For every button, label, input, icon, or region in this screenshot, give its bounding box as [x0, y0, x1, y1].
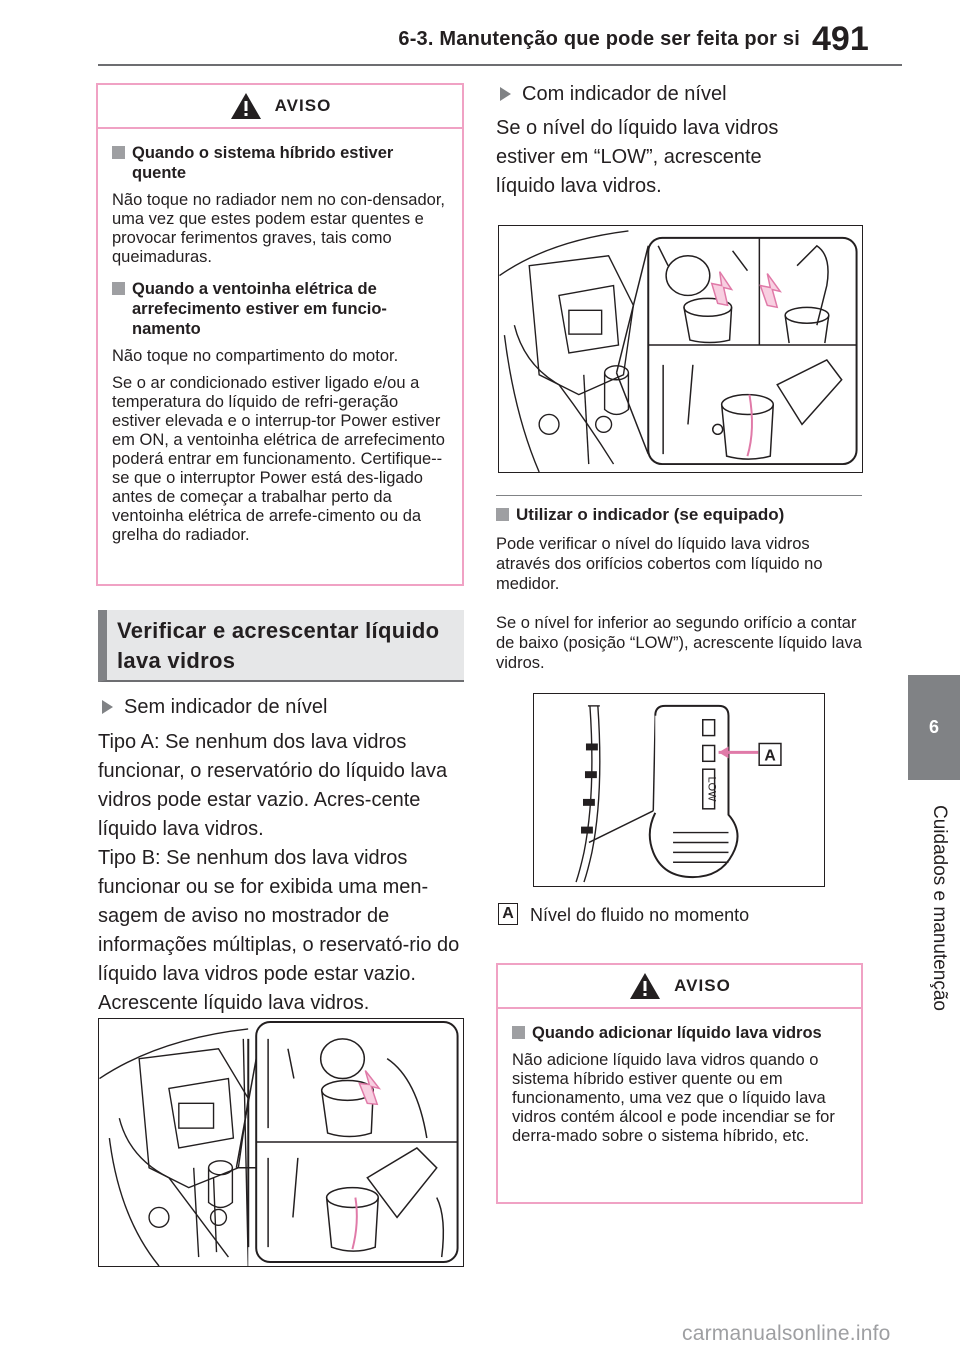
paragraph-with-level-indicator: Se o nível do líquido lava vidros estiver em “LOW”, acrescente líquido lava vidros. — [496, 117, 779, 197]
warning-header — [98, 85, 462, 129]
bullet-with-level-indicator: Com indicador de nível — [496, 79, 862, 109]
warning-text: Não adicione líquido lava vidros quando o sistema híbrido estiver quente ou em funcionamento, uma vez que o líquido lava vidros contém álcool e pode incendiar se for derra-mado sobre o sistema híbrido, etc. — [512, 1051, 835, 1145]
section-title: 6-3. Manutenção que pode ser feita por si — [398, 28, 800, 50]
bullet-no-level-indicator: Sem indicador de nível — [98, 692, 464, 722]
warning-text: Se o ar condicionado estiver ligado e/ou a temperatura do líquido de refri-geração estiver elevada e o interrup-tor Power estiver em ON, a ventoinha elétrica de arrefecimento poderá entrar em funcionamento. Certifique--se que o interruptor Power está des-ligado antes de começar a trabalhar perto da ventoinha elétrica de arrefe-cimento ou da grelha do radiador. — [112, 374, 445, 544]
paragraph-type-b: Tipo B: Se nenhum dos lava vidros funcionar ou se for exibida uma men-sagem de aviso no mostrador de informações múltiplas, o reservató-rio do líquido lava vidros pode estar vazio. Acrescente líquido lava vidros. — [98, 847, 460, 1014]
warning-subheading: Quando adicionar líquido lava vidros — [512, 1023, 849, 1043]
watermark: carmanualsonline.info — [682, 1322, 891, 1345]
warning-icon — [628, 971, 662, 1001]
figure-reservoir-with-indicator — [498, 225, 863, 473]
paragraph-indicator-2: Se o nível for inferior ao segundo orifício a contar de baixo (posição “LOW”), acrescente líquido lava vidros. — [496, 614, 862, 672]
low-marking: LOW — [705, 776, 718, 802]
paragraph-indicator-1: Pode verificar o nível do líquido lava vidros através dos orifícios cobertos com líquido no medidor. — [496, 535, 823, 593]
level-gauge-illustration — [534, 694, 824, 886]
warning-label: AVISO — [674, 976, 731, 995]
figure-level-gauge — [533, 693, 825, 887]
engine-bay-illustration — [99, 1019, 463, 1266]
paragraph-type-a: Tipo A: Se nenhum dos lava vidros funcionar, o reservatório do líquido lava vidros pode estar vazio. Acres-cente líquido lava vidros. — [98, 731, 448, 840]
header-rule — [98, 64, 902, 66]
divider — [496, 495, 862, 496]
subheading-use-indicator: Utilizar o indicador (se equipado) — [496, 504, 862, 526]
caption-key: A — [498, 903, 518, 925]
warning-box — [496, 963, 863, 1204]
chapter-title: Cuidados e manutenção — [929, 805, 950, 1011]
section-heading: Verificar e acrescentar líquido lava vidros — [98, 610, 464, 682]
callout-a: A — [764, 747, 776, 765]
warning-subheading: Quando a ventoinha elétrica de arrefecimento estiver em funcio-namento — [112, 279, 450, 339]
engine-bay-illustration — [499, 226, 862, 472]
figure-reservoir-no-indicator — [98, 1018, 464, 1267]
warning-text: Não toque no radiador nem no con-densador, uma vez que estes podem estar quentes e provocar ferimentos graves, tais como queimaduras. — [112, 191, 445, 266]
caption-text: Nível do fluido no momento — [530, 905, 750, 925]
page-number: 491 — [812, 20, 869, 58]
warning-text: Não toque no compartimento do motor. — [112, 347, 399, 365]
warning-icon — [229, 91, 263, 121]
warning-header — [498, 965, 861, 1009]
chapter-tab[interactable]: 6 — [908, 675, 960, 780]
warning-label: AVISO — [274, 96, 332, 115]
warning-box — [96, 83, 464, 586]
warning-subheading: Quando o sistema híbrido estiver quente — [112, 143, 450, 183]
